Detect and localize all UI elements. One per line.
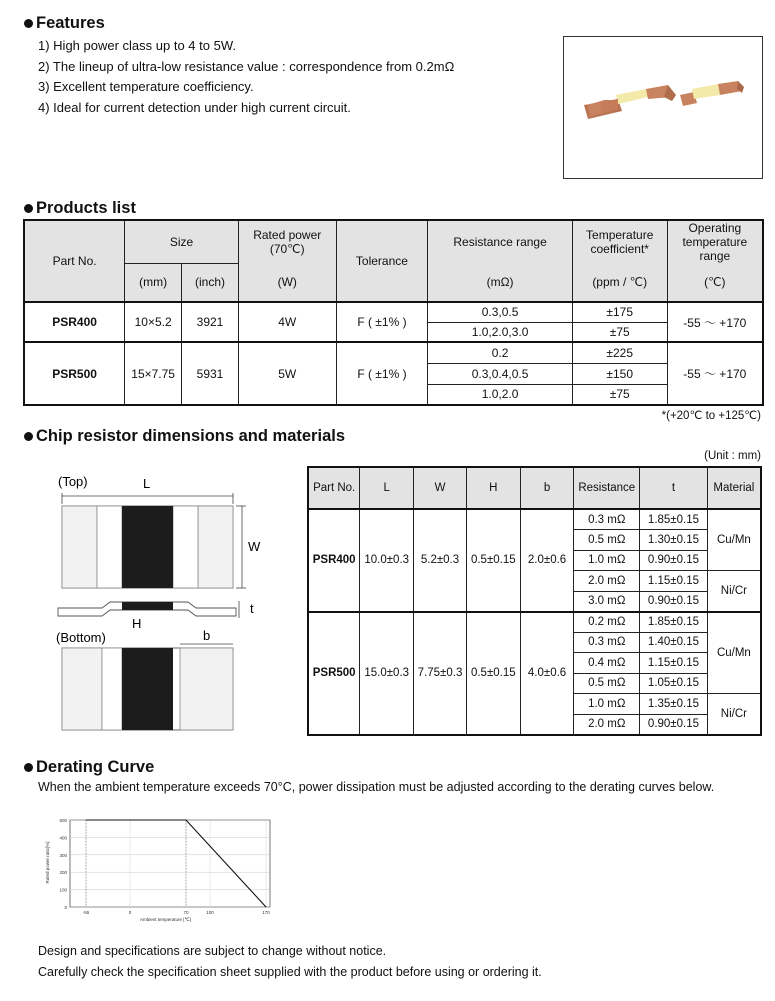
y-axis-label: Rated power ratio[%] bbox=[45, 841, 50, 884]
dimensions-table bbox=[307, 466, 762, 736]
resistance-range: 0.3,0.4,0.5 bbox=[428, 363, 572, 384]
y-tick-label: 300 bbox=[59, 852, 67, 858]
temp-coef: ±150 bbox=[572, 363, 667, 384]
unit-note: (Unit : mm) bbox=[704, 450, 761, 462]
rated-power: 4W bbox=[238, 302, 336, 342]
y-tick-label: 400 bbox=[59, 835, 67, 841]
temp-coef: ±75 bbox=[572, 384, 667, 405]
header-op-temp: Operating temperature range bbox=[667, 220, 763, 263]
resistance: 0.5 mΩ bbox=[574, 673, 640, 694]
resistance-range: 1.0,2.0 bbox=[428, 384, 572, 405]
bullet-icon bbox=[24, 204, 33, 213]
bullet-icon bbox=[24, 763, 33, 772]
resistance-range: 0.3,0.5 bbox=[428, 302, 572, 322]
top-label: (Top) bbox=[58, 474, 88, 489]
dim-b-label: b bbox=[203, 628, 211, 643]
products-table bbox=[23, 219, 764, 406]
thickness: 1.30±0.15 bbox=[640, 530, 708, 551]
feature-item: 3) Excellent temperature coefficiency. bbox=[38, 79, 254, 94]
features-list bbox=[38, 36, 454, 118]
thickness: 0.90±0.15 bbox=[640, 714, 708, 735]
header-size: Size bbox=[125, 220, 239, 263]
header-b: b bbox=[520, 467, 574, 509]
rated-power: 5W bbox=[238, 342, 336, 405]
plot-area bbox=[70, 820, 270, 907]
derating-chart bbox=[40, 812, 280, 932]
header-tolerance: Tolerance bbox=[336, 220, 428, 302]
x-tick-label: 170 bbox=[262, 910, 270, 915]
dim-b: 4.0±0.6 bbox=[520, 612, 574, 735]
size-mm: 10×5.2 bbox=[125, 302, 182, 342]
header-rated-power: Rated power (70℃) bbox=[238, 220, 336, 263]
dim-L: 15.0±0.3 bbox=[360, 612, 414, 735]
thickness: 1.05±0.15 bbox=[640, 673, 708, 694]
thickness: 0.90±0.15 bbox=[640, 550, 708, 571]
temp-coef: ±75 bbox=[572, 322, 667, 342]
part-number: PSR400 bbox=[24, 302, 125, 342]
resistance: 0.3 mΩ bbox=[574, 632, 640, 653]
material: Cu/Mn bbox=[707, 612, 761, 694]
part-number: PSR500 bbox=[308, 612, 360, 735]
thickness: 1.15±0.15 bbox=[640, 571, 708, 592]
resistance: 0.2 mΩ bbox=[574, 612, 640, 633]
tolerance: F ( ±1% ) bbox=[336, 342, 428, 405]
header-resistance: Resistance bbox=[574, 467, 640, 509]
thickness: 0.90±0.15 bbox=[640, 591, 708, 612]
resistance: 0.4 mΩ bbox=[574, 653, 640, 674]
resistance-range: 0.2 bbox=[428, 342, 572, 363]
header-material: Material bbox=[707, 467, 761, 509]
y-tick-label: 200 bbox=[59, 870, 67, 876]
resistance: 3.0 mΩ bbox=[574, 591, 640, 612]
x-tick-label: 70 bbox=[183, 910, 189, 915]
header-size-mm: (mm) bbox=[125, 263, 182, 302]
derating-description: When the ambient temperature exceeds 70°C, power dissipation must be adjusted according to the derating curves below. bbox=[38, 780, 715, 794]
header-temp-coef: Temperature coefficient* bbox=[572, 220, 667, 263]
part-number: PSR500 bbox=[24, 342, 125, 405]
material: Ni/Cr bbox=[707, 694, 761, 735]
disclaimer-line-1: Design and specifications are subject to change without notice. bbox=[38, 944, 387, 958]
temp-coef: ±225 bbox=[572, 342, 667, 363]
header-part-no: Part No. bbox=[24, 220, 125, 302]
x-tick-label: 100 bbox=[206, 910, 214, 915]
header-op-temp-unit: (℃) bbox=[667, 263, 763, 302]
thickness: 1.85±0.15 bbox=[640, 509, 708, 530]
thickness: 1.15±0.15 bbox=[640, 653, 708, 674]
header-L: L bbox=[360, 467, 414, 509]
size-inch: 5931 bbox=[182, 342, 239, 405]
material: Cu/Mn bbox=[707, 509, 761, 571]
dim-L: 10.0±0.3 bbox=[360, 509, 414, 612]
dimensions-heading: Chip resistor dimensions and materials bbox=[24, 427, 345, 446]
resistance-range: 1.0,2.0,3.0 bbox=[428, 322, 572, 342]
material: Ni/Cr bbox=[707, 571, 761, 612]
op-temp: -55 ～ +170 bbox=[667, 302, 763, 342]
table-row bbox=[24, 342, 763, 363]
y-tick-label: 500 bbox=[59, 818, 67, 823]
bullet-icon bbox=[24, 432, 33, 441]
header-rated-power-unit: (W) bbox=[238, 263, 336, 302]
header-resistance-unit: (mΩ) bbox=[428, 263, 572, 302]
tolerance: F ( ±1% ) bbox=[336, 302, 428, 342]
resistance: 1.0 mΩ bbox=[574, 694, 640, 715]
dim-W: 5.2±0.3 bbox=[414, 509, 467, 612]
table-row bbox=[308, 612, 761, 633]
x-tick-label: 0 bbox=[128, 910, 132, 915]
dim-W: 7.75±0.3 bbox=[414, 612, 467, 735]
header-t: t bbox=[640, 467, 708, 509]
feature-item: 1) High power class up to 4 to 5W. bbox=[38, 38, 236, 53]
feature-item: 4) Ideal for current detection under high current circuit. bbox=[38, 99, 351, 115]
dim-H: 0.5±0.15 bbox=[466, 509, 520, 612]
tcr-footnote: *(+20℃ to +125℃) bbox=[661, 410, 761, 422]
dim-H-label: H bbox=[132, 616, 142, 631]
resistance: 1.0 mΩ bbox=[574, 550, 640, 571]
dim-H: 0.5±0.15 bbox=[466, 612, 520, 735]
header-part-no: Part No. bbox=[308, 467, 360, 509]
dim-b: 2.0±0.6 bbox=[520, 509, 574, 612]
header-size-inch: (inch) bbox=[182, 263, 239, 302]
y-tick-label: 0 bbox=[64, 905, 67, 910]
dim-t-label: t bbox=[250, 601, 254, 616]
resistance: 0.5 mΩ bbox=[574, 530, 640, 551]
header-resistance-range: Resistance range bbox=[428, 220, 572, 263]
op-temp: -55 ～ +170 bbox=[667, 342, 763, 405]
header-W: W bbox=[414, 467, 467, 509]
resistance: 0.3 mΩ bbox=[574, 509, 640, 530]
size-mm: 15×7.75 bbox=[125, 342, 182, 405]
dim-L-label: L bbox=[143, 476, 151, 491]
feature-item: 2) The lineup of ultra-low resistance value : correspondence from 0.2mΩ bbox=[38, 58, 455, 74]
size-inch: 3921 bbox=[182, 302, 239, 342]
features-heading: Features bbox=[24, 14, 105, 33]
thickness: 1.35±0.15 bbox=[640, 694, 708, 715]
header-H: H bbox=[466, 467, 520, 509]
resistance: 2.0 mΩ bbox=[574, 714, 640, 735]
y-tick-label: 100 bbox=[59, 887, 67, 893]
header-temp-coef-unit: (ppm / ℃) bbox=[572, 263, 667, 302]
table-row bbox=[308, 509, 761, 530]
part-number: PSR400 bbox=[308, 509, 360, 612]
table-row bbox=[24, 302, 763, 322]
dim-W-label: W bbox=[248, 539, 261, 554]
products-heading: Products list bbox=[24, 199, 136, 218]
x-axis-label: Ambient temperature [℃] bbox=[140, 917, 191, 922]
thickness: 1.40±0.15 bbox=[640, 632, 708, 653]
resistance: 2.0 mΩ bbox=[574, 571, 640, 592]
bottom-label: (Bottom) bbox=[56, 630, 106, 645]
product-photo bbox=[563, 36, 763, 179]
derating-heading: Derating Curve bbox=[24, 758, 154, 777]
dimension-diagram bbox=[40, 466, 280, 736]
temp-coef: ±175 bbox=[572, 302, 667, 322]
bullet-icon bbox=[24, 19, 33, 28]
disclaimer-line-2: Carefully check the specification sheet supplied with the product before using or ordering it. bbox=[38, 965, 542, 979]
thickness: 1.85±0.15 bbox=[640, 612, 708, 633]
x-tick-label: -55 bbox=[82, 910, 90, 915]
